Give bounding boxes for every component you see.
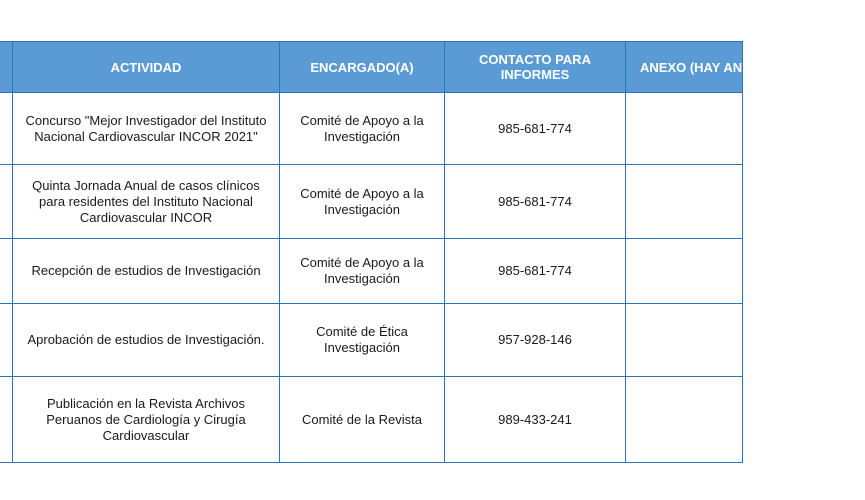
activities-table: [0, 41, 865, 463]
cell-encargado: Comité de la Revista: [280, 377, 445, 463]
cell-contacto: 957-928-146: [445, 304, 626, 377]
header-index: [0, 42, 13, 93]
cell-anexo: [626, 239, 743, 304]
table-row: [0, 304, 743, 377]
cell-contacto: 985-681-774: [445, 239, 626, 304]
header-encargado: ENCARGADO(A): [280, 42, 445, 93]
cell-actividad: Quinta Jornada Anual de casos clínicos para residentes del Instituto Nacional Cardiovascular INCOR: [13, 165, 280, 239]
cell-anexo: [626, 377, 743, 463]
cell-actividad: Publicación en la Revista Archivos Peruanos de Cardiología y Cirugía Cardiovascular: [13, 377, 280, 463]
row-index: [0, 239, 13, 304]
cell-encargado: Comité de Apoyo a la Investigación: [280, 239, 445, 304]
cell-contacto: 985-681-774: [445, 165, 626, 239]
cell-anexo: [626, 304, 743, 377]
row-index: [0, 93, 13, 165]
row-index: [0, 304, 13, 377]
table-row: [0, 377, 743, 463]
header-actividad: ACTIVIDAD: [13, 42, 280, 93]
cell-actividad: Concurso "Mejor Investigador del Instituto Nacional Cardiovascular INCOR 2021": [13, 93, 280, 165]
table-header-row: [0, 42, 743, 93]
row-index: [0, 377, 13, 463]
cell-anexo: [626, 93, 743, 165]
table-row: [0, 165, 743, 239]
table-row: [0, 93, 743, 165]
row-index: [0, 165, 13, 239]
cell-encargado: Comité de Apoyo a la Investigación: [280, 93, 445, 165]
table-row: [0, 239, 743, 304]
header-contacto: CONTACTO PARA INFORMES: [445, 42, 626, 93]
cell-encargado: Comité de Apoyo a la Investigación: [280, 165, 445, 239]
cell-contacto: 985-681-774: [445, 93, 626, 165]
cell-anexo: [626, 165, 743, 239]
cell-actividad: Aprobación de estudios de Investigación.: [13, 304, 280, 377]
cell-encargado: Comité de Ética Investigación: [280, 304, 445, 377]
cell-contacto: 989-433-241: [445, 377, 626, 463]
header-anexo: ANEXO (HAY ANEXO COMPARTIDO): [626, 42, 743, 93]
cell-actividad: Recepción de estudios de Investigación: [13, 239, 280, 304]
